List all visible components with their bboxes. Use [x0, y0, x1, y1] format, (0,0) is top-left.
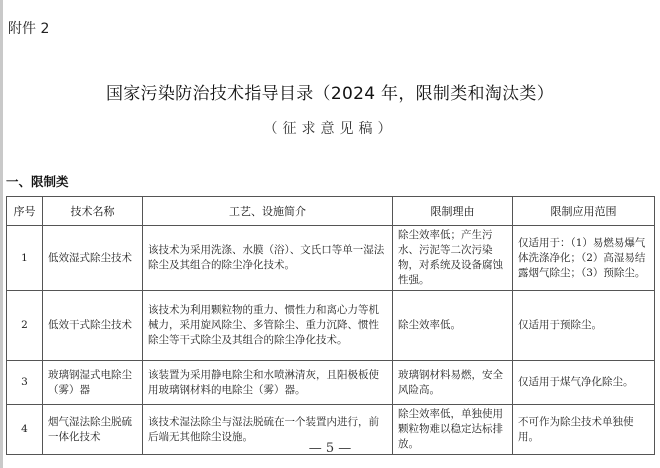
technology-catalog-table: [6, 196, 655, 455]
restriction-reason: 除尘效率低。: [393, 291, 513, 361]
technology-name: 玻璃钢湿式电除尘（雾）器: [43, 361, 143, 405]
table-row: [7, 291, 655, 361]
application-scope: 仅适用于煤气净化除尘。: [513, 361, 655, 405]
restriction-reason: 除尘效率低；产生污水、污泥等二次污染物，对系统及设备腐蚀性强。: [393, 226, 513, 291]
section-heading: 一、限制类: [6, 174, 69, 189]
process-description: 该技术为利用颗粒物的重力、惯性力和离心力等机械力，采用旋风除尘、多管除尘、重力沉降、惯性除尘等干式除尘及其组合的除尘净化技术。: [143, 291, 393, 361]
application-scope: 不可作为除尘技术单独使用。: [513, 405, 655, 455]
row-number: 2: [7, 291, 43, 361]
technology-name: 低效干式除尘技术: [43, 291, 143, 361]
page-edge: [0, 0, 3, 468]
row-number: 4: [7, 405, 43, 455]
column-header-name: 技术名称: [43, 197, 143, 226]
technology-name: 烟气湿法除尘脱硫一体化技术: [43, 405, 143, 455]
page-number: — 5 —: [308, 441, 352, 456]
restriction-reason: 除尘效率低，单独使用颗粒物难以稳定达标排放。: [393, 405, 513, 455]
attachment-label: 附件 2: [8, 21, 50, 37]
technology-name: 低效湿式除尘技术: [43, 226, 143, 291]
process-description: 该装置为采用静电除尘和水喷淋清灰，且阳极板使用玻璃钢材料的电除尘（雾）器。: [143, 361, 393, 405]
table-row: [7, 226, 655, 291]
restriction-reason: 玻璃钢材料易燃，安全风险高。: [393, 361, 513, 405]
column-header-scope: 限制应用范围: [513, 197, 655, 226]
document-title: 国家污染防治技术指导目录（2024 年，限制类和淘汰类）: [105, 84, 555, 104]
row-number: 1: [7, 226, 43, 291]
process-description: 该技术湿法除尘与湿法脱硫在一个装置内进行，前后端无其他除尘设施。: [143, 405, 393, 455]
application-scope: 仅适用于预除尘。: [513, 291, 655, 361]
application-scope: 仅适用于：（1）易燃易爆气体洗涤净化；（2）高湿易结露烟气除尘；（3）预除尘。: [513, 226, 655, 291]
column-header-process: 工艺、设施简介: [143, 197, 393, 226]
document-subtitle: （征求意见稿）: [263, 121, 397, 137]
table-row: [7, 361, 655, 405]
column-header-reason: 限制理由: [393, 197, 513, 226]
table-header-row: [7, 197, 655, 226]
process-description: 该技术为采用洗涤、水膜（浴）、文氏口等单一湿法除尘及其组合的除尘净化技术。: [143, 226, 393, 291]
column-header-no: 序号: [7, 197, 43, 226]
row-number: 3: [7, 361, 43, 405]
